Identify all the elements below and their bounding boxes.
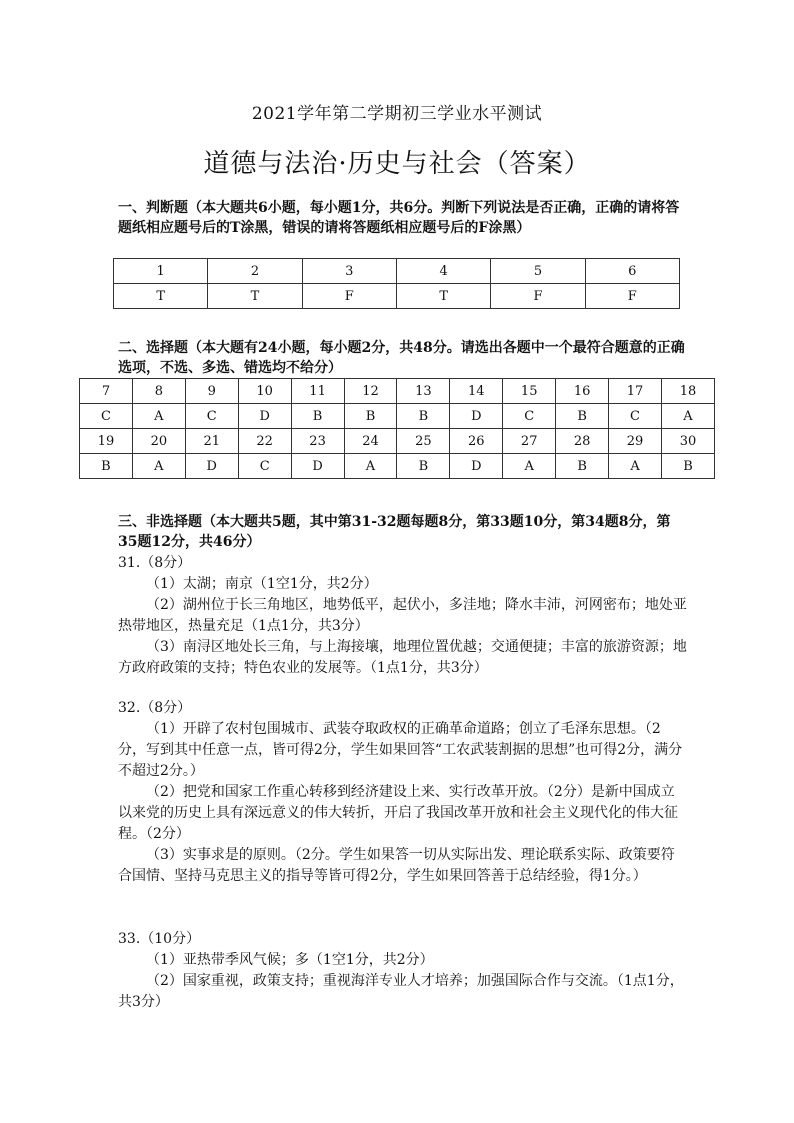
answer-cell: A [661, 404, 714, 429]
table-row [80, 379, 715, 404]
answer-cell: B [291, 404, 344, 429]
question-number: 19 [80, 429, 133, 454]
question-number: 26 [450, 429, 503, 454]
answer-cell: A [503, 454, 556, 479]
answer-31-2: （2）湖州位于长三角地区，地势低平，起伏小，多洼地；降水丰沛，河网密布；地处亚热带地区，热量充足（1点1分，共3分） [118, 597, 687, 634]
answer-cell: A [609, 454, 662, 479]
answer-cell: D [450, 404, 503, 429]
question-number: 14 [450, 379, 503, 404]
section1-heading: 一、判断题（本大题共6小题，每小题1分，共6分。判断下列说法是否正确，正确的请将答题纸相应题号后的T涂黑，错误的请将答题纸相应题号后的F涂黑） [118, 200, 680, 236]
answer-cell: B [397, 404, 450, 429]
answer-cell: C [185, 404, 238, 429]
question-number: 12 [344, 379, 397, 404]
question-number: 5 [491, 259, 585, 284]
answer-cell: T [114, 284, 208, 309]
question-33-block [118, 929, 688, 1013]
exam-title: 2021学年第二学期初三学业水平测试 [251, 104, 543, 124]
answer-cell: C [609, 404, 662, 429]
question-number: 10 [238, 379, 291, 404]
table-row [114, 259, 680, 284]
answer-cell: B [80, 454, 133, 479]
question-33-label: 33.（10分） [118, 931, 201, 947]
section1-answer-table [113, 258, 680, 309]
question-number: 21 [185, 429, 238, 454]
answer-cell: T [396, 284, 490, 309]
table-row [114, 284, 680, 309]
section2-heading: 二、选择题（本大题有24小题，每小题2分，共48分。请选出各题中一个最符合题意的正确选项，不选、多选、错选均不给分） [118, 340, 685, 376]
question-32-block [118, 698, 688, 887]
answer-31-1: （1）太湖；南京（1空1分，共2分） [146, 576, 378, 592]
question-number: 29 [609, 429, 662, 454]
question-number: 20 [132, 429, 185, 454]
answer-cell: B [661, 454, 714, 479]
table-row [80, 429, 715, 454]
question-32-label: 32.（8分） [118, 700, 192, 716]
answer-title: 道德与法治·历史与社会（答案） [203, 149, 591, 179]
answer-cell: F [302, 284, 396, 309]
question-number: 6 [585, 259, 679, 284]
answer-cell: B [344, 404, 397, 429]
answer-cell: A [132, 404, 185, 429]
question-31-block [118, 553, 688, 679]
answer-cell: A [344, 454, 397, 479]
question-number: 7 [80, 379, 133, 404]
answer-cell: C [238, 454, 291, 479]
question-number: 24 [344, 429, 397, 454]
question-number: 27 [503, 429, 556, 454]
answer-cell: D [291, 454, 344, 479]
answer-cell: T [208, 284, 302, 309]
answer-33-2: （2）国家重视，政策支持；重视海洋专业人才培养；加强国际合作与交流。（1点1分，共3分） [118, 973, 684, 1010]
question-number: 11 [291, 379, 344, 404]
answer-cell: F [491, 284, 585, 309]
question-number: 22 [238, 429, 291, 454]
section3-heading: 三、非选择题（本大题共5题，其中第31-32题每题8分，第33题10分，第34题8分，第35题12分，共46分） [118, 514, 671, 550]
answer-cell: D [185, 454, 238, 479]
answer-cell: F [585, 284, 679, 309]
question-number: 30 [661, 429, 714, 454]
question-number: 4 [396, 259, 490, 284]
answer-cell: D [450, 454, 503, 479]
question-number: 15 [503, 379, 556, 404]
answer-cell: B [397, 454, 450, 479]
question-number: 3 [302, 259, 396, 284]
answer-cell: B [556, 404, 609, 429]
question-number: 1 [114, 259, 208, 284]
answer-cell: B [556, 454, 609, 479]
answer-cell: A [132, 454, 185, 479]
question-number: 2 [208, 259, 302, 284]
question-number: 18 [661, 379, 714, 404]
question-number: 13 [397, 379, 450, 404]
table-row [80, 454, 715, 479]
question-number: 28 [556, 429, 609, 454]
question-number: 17 [609, 379, 662, 404]
answer-31-3: （3）南浔区地处长三角，与上海接壤，地理位置优越；交通便捷；丰富的旅游资源；地方政府政策的支持；特色农业的发展等。（1点1分，共3分） [118, 639, 687, 676]
answer-cell: C [503, 404, 556, 429]
question-number: 23 [291, 429, 344, 454]
table-row [80, 404, 715, 429]
question-number: 16 [556, 379, 609, 404]
answer-cell: C [80, 404, 133, 429]
question-31-label: 31.（8分） [118, 555, 192, 571]
question-number: 9 [185, 379, 238, 404]
question-number: 8 [132, 379, 185, 404]
answer-32-3: （3）实事求是的原则。（2分。学生如果答一切从实际出发、理论联系实际、政策要符合国情、坚持马克思主义的指导等皆可得2分，学生如果回答善于总结经验，得1分。） [118, 847, 675, 884]
question-number: 25 [397, 429, 450, 454]
answer-32-2: （2）把党和国家工作重心转移到经济建设上来、实行改革开放。（2分）是新中国成立以来党的历史上具有深远意义的伟大转折，开启了我国改革开放和社会主义现代化的伟大征程。（2分） [118, 784, 678, 842]
answer-cell: D [238, 404, 291, 429]
answer-32-1: （1）开辟了农村包围城市、武装夺取政权的正确革命道路；创立了毛泽东思想。（2分，写到其中任意一点，皆可得2分，学生如果回答“工农武装割据的思想”也可得2分，满分不超过2分。） [118, 721, 683, 779]
answer-33-1: （1）亚热带季风气候；多（1空1分，共2分） [146, 952, 434, 968]
section2-answer-table [79, 378, 715, 479]
